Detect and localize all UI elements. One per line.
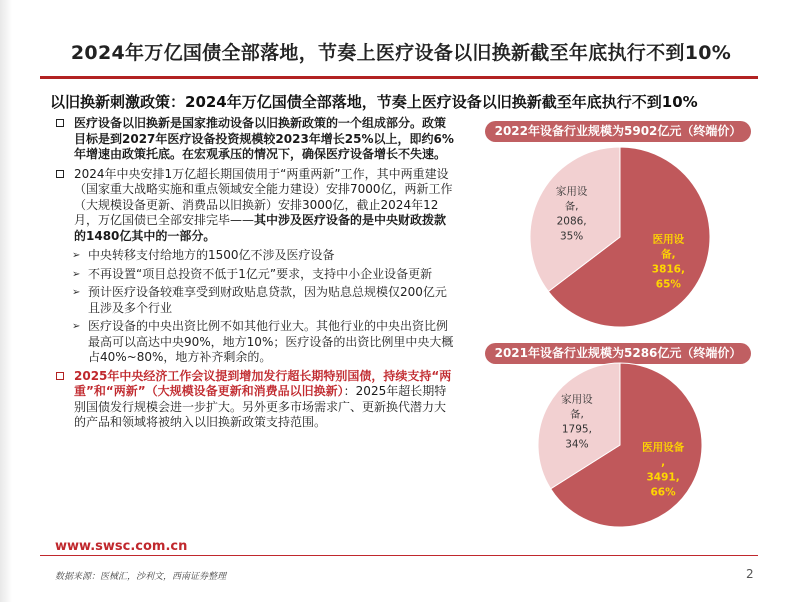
title-divider: [40, 76, 758, 79]
section-subtitle: 以旧换新刺激政策：2024年万亿国债全部落地，节奏上医疗设备以旧换新截至年底执行不到10%: [50, 93, 698, 111]
arrow-bullet-icon: ➢: [72, 321, 81, 332]
arrow-bullet-icon: ➢: [72, 268, 81, 280]
pie-label-line: 备,: [661, 248, 676, 261]
bullet-treasury-bonds: [52, 167, 457, 245]
pie-chart-2022: [530, 145, 750, 330]
policy-bullets: [52, 116, 457, 435]
footer-divider: [40, 555, 758, 556]
sub-bullet: [52, 319, 457, 366]
bullet-policy-goal-text: 医疗设备以旧换新是国家推动设备以旧换新政策的一个组成部分。政策目标是到2027年医疗设备投资规模较2023年增长25%以上，即约6%年增速由政策托底。在宏观承压的情况下，确保医疗设备增长不失速。: [74, 116, 454, 161]
pie-label-line: 医用设: [652, 233, 685, 246]
pie-label-line: 医用设备: [642, 441, 685, 454]
pie-label-line: 34%: [565, 438, 589, 451]
pie-label-line: 66%: [650, 486, 676, 499]
sub-bullet-text: 预计医疗设备较难享受到财政贴息贷款，因为贴息总规模仅200亿元且涉及多个行业: [88, 285, 447, 315]
bullet-treasury-bonds-text: 2024年中央安排1万亿超长期国债用于“两重两新”工作，其中两重建设（国家重大战略实施和重点领域安全能力建设）安排7000亿，两新工作（大规模设备更新、消费品以旧换新）安排3000亿，截止2024年12月，万亿国债已全部安排完毕——: [74, 166, 453, 227]
pie-label-line: 家用设: [555, 185, 588, 198]
pie-chart-2021: [530, 362, 750, 532]
pie-label-line: 1795,: [561, 423, 592, 436]
sub-bullet: [52, 285, 457, 316]
sub-bullet-text: 不再设置“项目总投资不低于1亿元”要求，支持中小企业设备更新: [88, 266, 433, 281]
sub-bullet-text: 医疗设备的中央出资比例不如其他行业大。其他行业的中央出资比例最高可以高达中央90%，地方10%；医疗设备的出资比例里中央大概占40%~80%，地方补齐剩余的。: [88, 319, 454, 364]
page-title: 2024年万亿国债全部落地，节奏上医疗设备以旧换新截至年底执行不到10%: [70, 42, 732, 64]
arrow-bullet-icon: ➢: [72, 250, 81, 261]
pie-label-line: 3816,: [651, 263, 685, 276]
arrow-bullet-icon: ➢: [72, 287, 81, 298]
left-edge-shade: [0, 0, 12, 602]
bullet-treasury-bonds-bold: 其中涉及医疗设备的是中央财政拨款的1480亿其中的一部分。: [74, 213, 447, 243]
sub-bullet-text: 中央转移支付给地方的1500亿不涉及医疗设备: [88, 248, 335, 262]
bullet-2025-outlook-text: ：2025年超长期特别国债发行规模会进一步扩大。另外更多市场需求广、更新换代潜力大的产品和领域将被纳入以旧换新政策支持范围。: [74, 384, 447, 429]
page-number: 2: [746, 567, 754, 581]
footer-url: www.swsc.com.cn: [55, 539, 188, 554]
data-source: 数据来源：医械汇，沙利文，西南证券整理: [55, 572, 227, 582]
pie-label-line: 2086,: [556, 215, 587, 228]
bullet-2025-outlook: [52, 369, 457, 431]
pie-label-line: 3491,: [646, 471, 680, 484]
bullet-box-icon: [56, 372, 64, 380]
bullet-2025-outlook-highlight: 2025年中央经济工作会议提到增加发行超长期特别国债，持续支持“两重”和“两新”（大规模设备更新和消费品以旧换新）: [74, 368, 452, 398]
pie-label-line: ,: [661, 456, 666, 469]
sub-bullet: [52, 267, 457, 283]
pie-label-line: 备,: [564, 200, 579, 213]
bullet-box-icon: [56, 170, 64, 178]
pie-label-line: 备,: [569, 408, 584, 421]
bullet-policy-goal: [52, 116, 457, 163]
pie-2021-title: 2021年设备行业规模为5286亿元（终端价）: [485, 343, 751, 364]
pie-label-line: 65%: [655, 278, 681, 291]
bullet-box-icon: [56, 119, 64, 127]
pie-label-line: 家用设: [561, 393, 593, 406]
sub-bullet: [52, 248, 457, 264]
pie-2022-title: 2022年设备行业规模为5902亿元（终端价）: [485, 121, 751, 142]
pie-label-line: 35%: [559, 230, 584, 243]
